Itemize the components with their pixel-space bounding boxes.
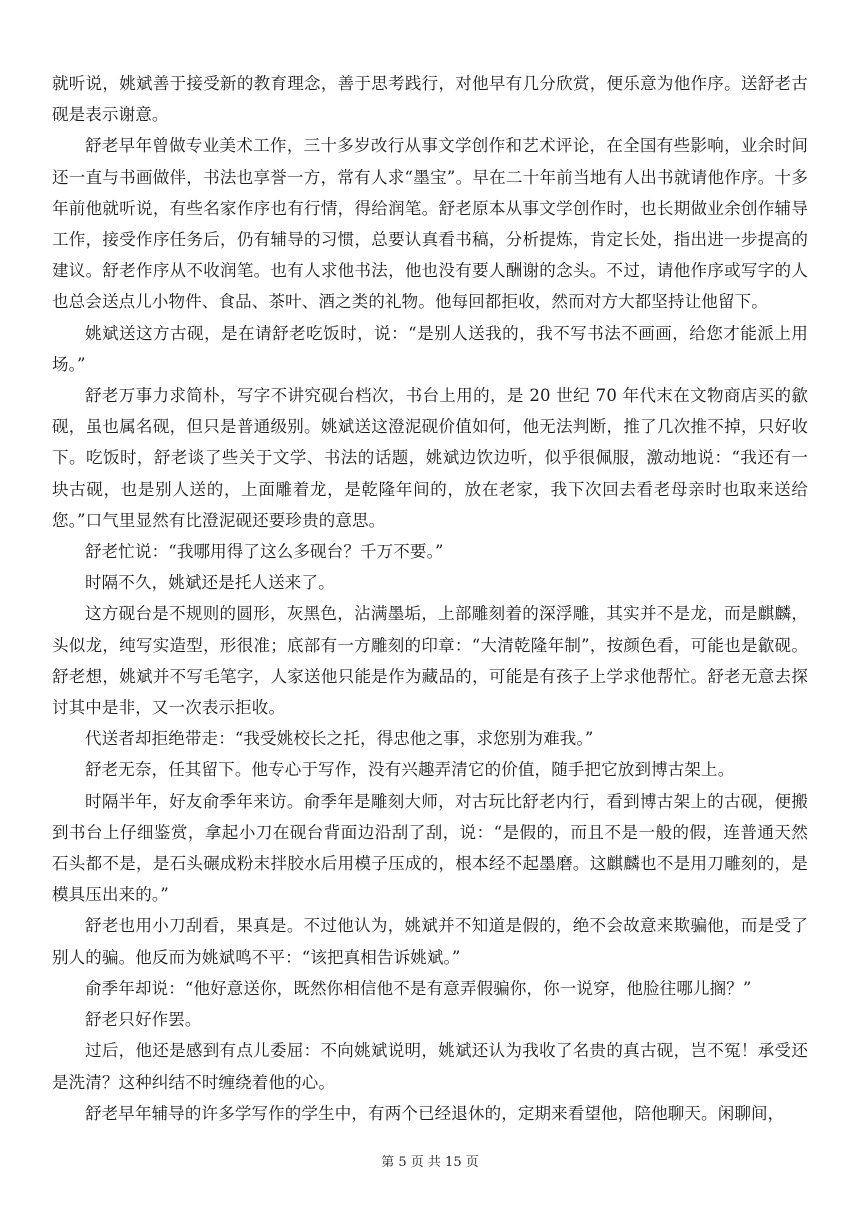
paragraph: 俞季年却说：“他好意送你，既然你相信他不是有意弄假骗你，你一说穿，他脸往哪儿搁？” bbox=[85, 978, 752, 998]
paragraph: 过后，他还是感到有点儿委屈：不向姚斌说明，姚斌还认为我收了名贵的真古砚，岂不冤！承受还是洗清？这种纠结不时缠绕着他的心。 bbox=[52, 1041, 808, 1092]
paragraph: 这方砚台是不规则的圆形，灰黑色，沾满墨垢，上部雕刻着的深浮雕，其实并不是龙，而是麒麟，头似龙，纯写实造型，形很准；底部有一方雕刻的印章：“大清乾隆年制”，按颜色看，可能也是歙砚。舒老想，姚斌并不写毛笔字，人家送他只能是作为藏品的，可能是有孩子上学求他帮忙。舒老无意去探讨其中是非，又一次表示拒收。 bbox=[52, 604, 808, 718]
paragraph: 舒老忙说：“我哪用得了这么多砚台？千万不要。” bbox=[85, 542, 444, 562]
paragraph: 舒老早年曾做专业美术工作，三十多岁改行从事文学创作和艺术评论，在全国有些影响，业余时间还一直与书画做伴，书法也享誉一方，常有人求“墨宝”。早在二十年前当地有人出书就请他作序。十多年前他就听说，有些名家作序也有行情，得给润笔。舒老原本从事文学创作时，也长期做业余创作辅导工作，接受作序任务后，仍有辅导的习惯，总要认真看书稿，分析提炼，肯定长处，指出进一步提高的建议。舒老作序从不收润笔。也有人求他书法，他也没有要人酬谢的念头。不过，请他作序或写字的人也总会送点儿小物件、食品、茶叶、酒之类的礼物。他每回都拒收，然而对方大都坚持让他留下。 bbox=[52, 136, 808, 312]
paragraph: 姚斌送这方古砚，是在请舒老吃饭时，说：“是别人送我的，我不写书法不画画，给您才能派上用场。” bbox=[52, 323, 808, 374]
paragraph: 时隔半年，好友俞季年来访。俞季年是雕刻大师，对古玩比舒老内行，看到博古架上的古砚，便搬到书台上仔细鉴赏，拿起小刀在砚台背面边沿刮了刮，说：“是假的，而且不是一般的假，连普通天然石头都不是，是石头碾成粉末拌胶水后用模子压成的，根本经不起墨磨。这麒麟也不是用刀雕刻的，是模具压出来的。” bbox=[52, 791, 808, 905]
paragraph: 时隔不久，姚斌还是托人送来了。 bbox=[85, 573, 335, 593]
page-footer: 第 5 页 共 15 页 bbox=[381, 1155, 479, 1170]
paragraph: 舒老只好作罢。 bbox=[85, 1010, 202, 1030]
paragraph: 舒老无奈，任其留下。他专心于写作，没有兴趣弄清它的价值，随手把它放到博古架上。 bbox=[85, 760, 735, 780]
paragraph: 舒老早年辅导的许多学写作的学生中，有两个已经退休的，定期来看望他，陪他聊天。闲聊间， bbox=[85, 1103, 785, 1123]
document-body bbox=[52, 68, 808, 1129]
paragraph: 就听说，姚斌善于接受新的教育理念，善于思考践行，对他早有几分欣赏，便乐意为他作序。送舒老古砚是表示谢意。 bbox=[52, 74, 808, 125]
paragraph: 舒老万事力求简朴，写字不讲究砚台档次，书台上用的，是 20 世纪 70 年代末在文物商店买的歙砚，虽也属名砚，但只是普通级别。姚斌送这澄泥砚价值如何，他无法判断，推了几次推不掉，只好收下。吃饭时，舒老谈了些关于文学、书法的话题，姚斌边饮边听，似乎很佩服，激动地说：“我还有一块古砚，也是别人送的，上面雕着龙，是乾隆年间的，放在老家，我下次回去看老母亲时也取来送给您。”口气里显然有比澄泥砚还要珍贵的意思。 bbox=[52, 386, 808, 530]
paragraph: 舒老也用小刀刮看，果真是。不过他认为，姚斌并不知道是假的，绝不会故意来欺骗他，而是受了别人的骗。他反而为姚斌鸣不平：“该把真相告诉姚斌。” bbox=[52, 916, 808, 967]
paragraph: 代送者却拒绝带走：“我受姚校长之托，得忠他之事，求您别为难我。” bbox=[85, 729, 594, 749]
